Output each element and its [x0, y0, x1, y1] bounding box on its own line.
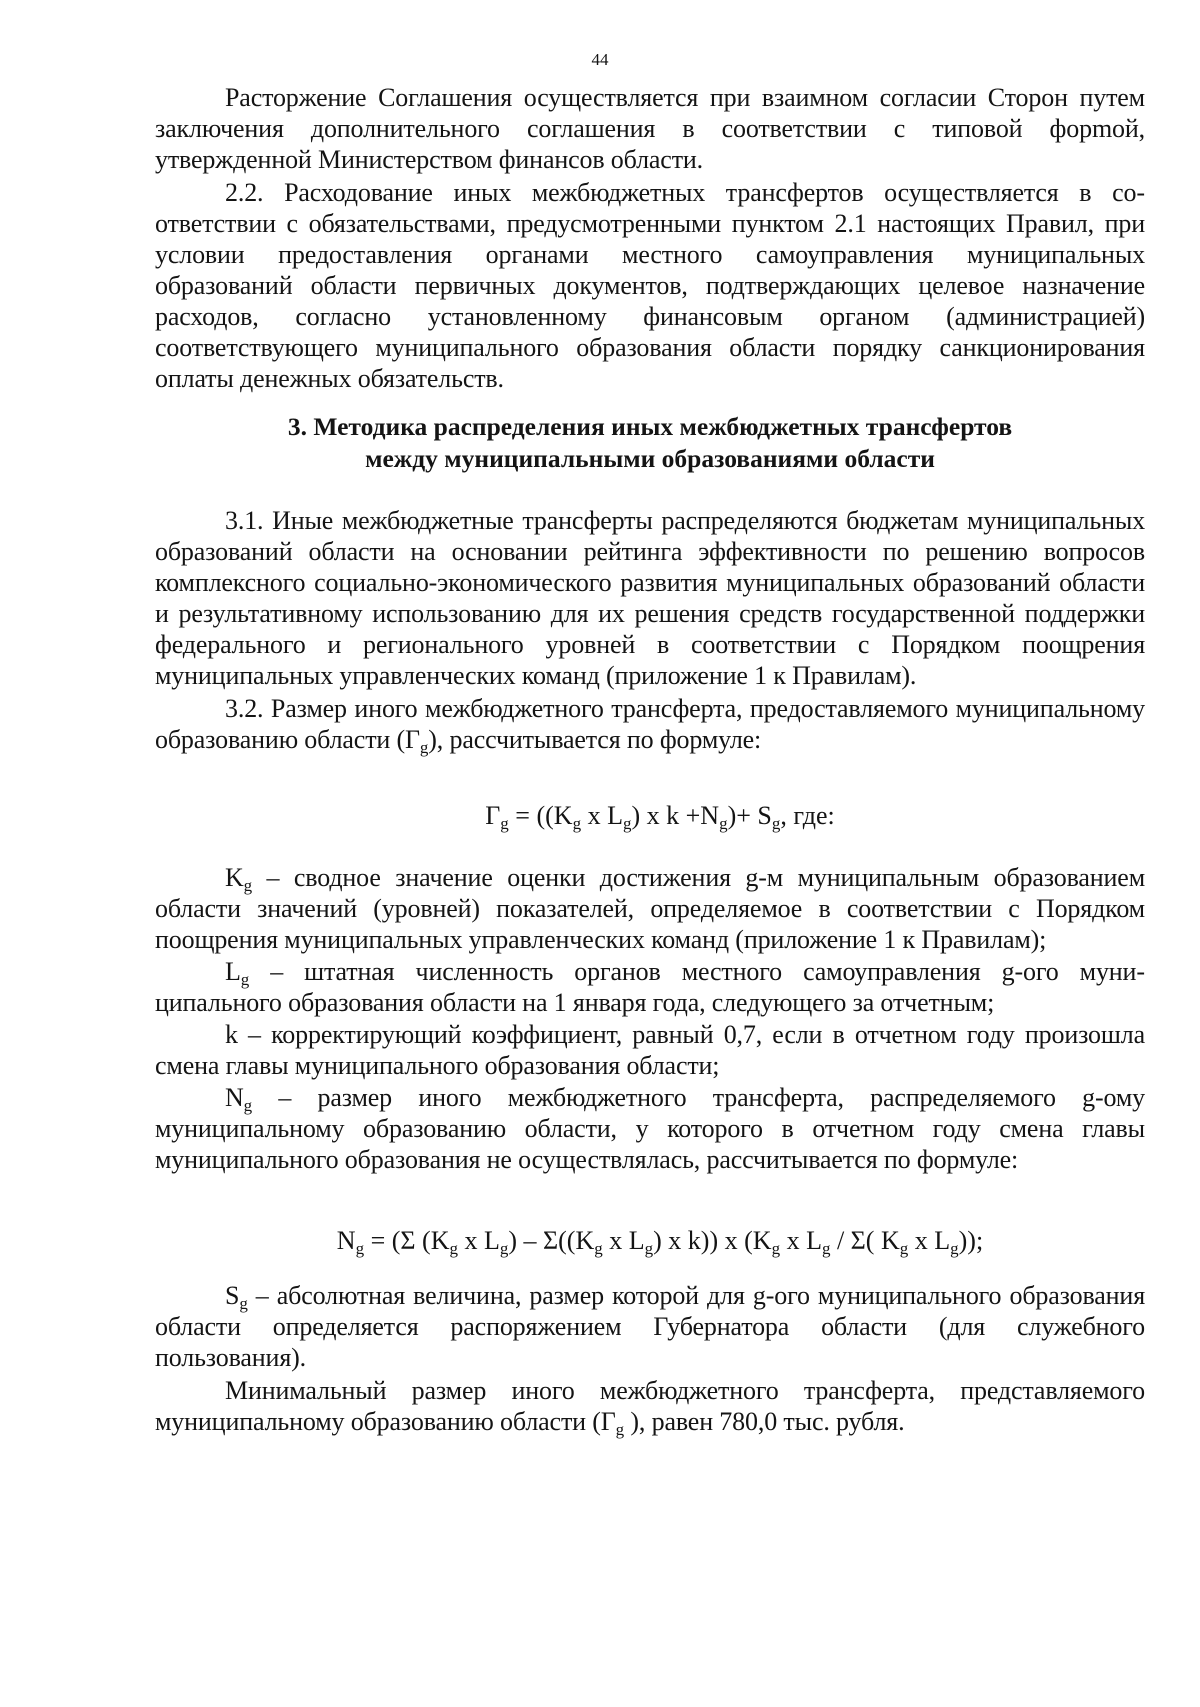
section-3-body	[155, 505, 1145, 755]
paragraph-3-1: 3.1. Иные межбюджетные трансферты распределяются бюджетам муниципальных образований области на основании рейтинга эффективности по решению вопросов комплексного социально-экономического развития муниципальных образований области и результативному использованию для их решения средств государственной поддержки федерального и регионального уровней в соответствии с Порядком поощрения муниципальных управленческих команд (приложение 1 к Правилам).	[155, 506, 1145, 690]
paragraph-termination: Расторжение Соглашения осуществляется при взаимном согласии Сторон путем заключения дополнительного соглашения в соответствии с типовой форmой, утвержденной Министерством финансов области.	[155, 83, 1145, 174]
definition-k: k – корректирующий коэффициент, равный 0,7, если в отчетном году произошла смена главы муниципального образования области;	[155, 1020, 1145, 1080]
definition-L: $L_g$ – штатная численность органов местного самоуправления g-ого муниципального образования области на 1 января года, следующего за отчетным;	[155, 957, 1145, 1017]
paragraph-3-2: 3.2. Размер иного межбюджетного трансферта, предоставляемого муниципальному образованию области $(Г_g)$, рассчитывается по формуле:	[155, 694, 1145, 757]
page-number: 44	[591, 50, 609, 69]
formula-N: $N_g = (\Sigma$ ($K_g$ x $L_g) - \Sigma((K_g$ x $L_g$) x k)) x ($K_g$ x $L_g / \Sigma$( $K_g$ x $L_g$));	[336, 1226, 984, 1258]
final-block	[155, 1280, 1145, 1437]
section-3-heading-line-2: между муниципальными образованиями области	[365, 444, 935, 473]
definition-S: $S_g$ – абсолютная величина, размер которой для g-ого муниципального образования области определяется распоряжением Губернатора области (для служебного пользования).	[155, 1281, 1145, 1372]
definition-K: $K_g$ – сводное значение оценки достижения g-м муниципальным образованием области значений (уровней) показателей, определяемое в соответствии с Порядком поощрения муниципальных управленческих команд (приложение 1 к Правилам);	[155, 863, 1145, 954]
section-2-continuation	[155, 82, 1145, 394]
section-3-heading	[155, 411, 1145, 475]
paragraph-minimum: Минимальный размер иного межбюджетного трансферта, представляемого муниципальному образованию области ($Г_g$ ), равен 780,0 тыс. рубля.	[155, 1376, 1145, 1439]
section-3-heading-line-1: 3. Методика распределения иных межбюджетных трансфертов	[287, 412, 1013, 441]
formula-transfer-size: $Г_g = ((K_g$ x $L_g$) x $k +N_g)+ S_g$, где:	[485, 801, 835, 833]
definitions-block	[155, 862, 1145, 1175]
definition-N: $N_g$ – размер иного межбюджетного трансферта, распределяемого g-ому муниципальному образованию области, у которого в отчетном году смена главы муниципального образования не осуществлялась, рассчитывается по формуле:	[155, 1083, 1145, 1174]
paragraph-2-2: 2.2. Расходование иных межбюджетных трансфертов осуществляется в соответствии с обязательствами, предусмотренными пунктом 2.1 настоящих Правил, при условии предоставления органами местного самоуправления муниципальных образований области первичных документов, подтверждающих целевое назначение расходов, согласно установленному финансовым органом (администрацией) соответствующего муниципального образования области порядку санкционирования оплаты денежных обязательств.	[155, 178, 1145, 393]
